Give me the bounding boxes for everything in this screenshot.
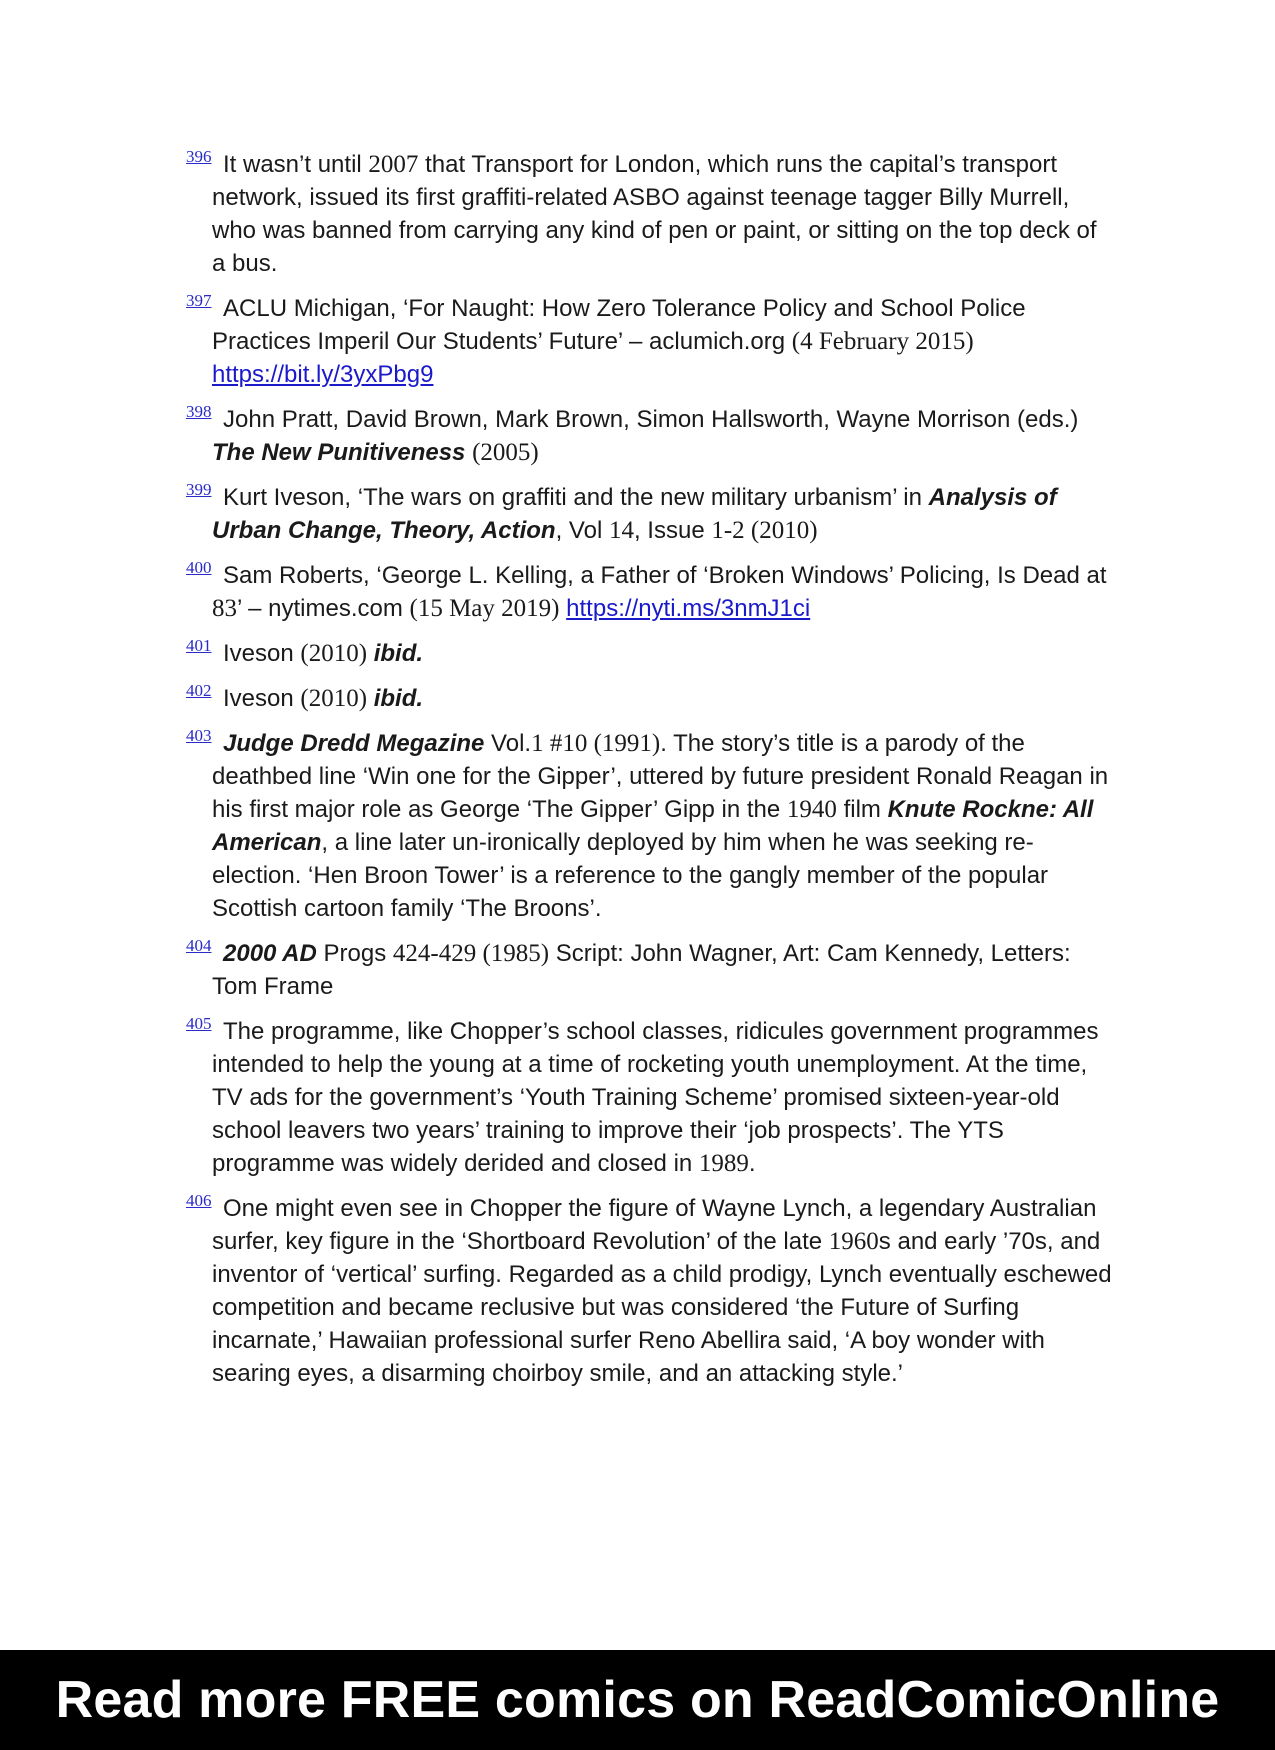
footnote-text: 1940 <box>786 796 837 823</box>
promo-banner[interactable] <box>0 1650 1275 1750</box>
footnote-text: Iveson <box>223 685 301 712</box>
footnote-ref-link[interactable]: 404 <box>186 936 212 955</box>
footnote-text: (2010) <box>300 685 368 712</box>
footnote-ref-link[interactable]: 406 <box>186 1191 212 1210</box>
footnote-text: 2007 <box>368 151 419 178</box>
footnote-title-text: Knute Rockne: All American <box>212 796 1094 856</box>
footnote-text <box>367 685 374 712</box>
footnote-ref-link[interactable]: 396 <box>186 147 212 166</box>
footnote <box>186 403 1116 469</box>
footnote-text: . <box>748 1150 756 1177</box>
footnote-text: 424-429 (1985) <box>392 940 550 967</box>
footnote-text: 83 <box>212 595 237 622</box>
footnote-ref-link[interactable]: 399 <box>186 480 212 499</box>
footnote-text: (4 February 2015) <box>791 328 974 355</box>
footnote-text: film <box>836 796 888 823</box>
footnote-ref-link[interactable]: 400 <box>186 558 212 577</box>
footnote <box>186 1015 1116 1180</box>
footnote-text: that Transport for London, which runs the capital’s transport network, issued its first graffiti-related ASBO against teenage tagger Billy Murrell, who was banned from carrying any kind of pen or paint, or sitting on the top deck of a bus. <box>212 151 1097 277</box>
footnote-title-text: 2000 AD <box>223 940 317 967</box>
footnote-text: 1 #10 (1991) <box>531 730 661 757</box>
footnote-text: (15 May 2019) <box>409 595 560 622</box>
footnote <box>186 292 1116 391</box>
footnote-ref-link[interactable]: 402 <box>186 681 212 700</box>
footnote-text: 1-2 (2010) <box>711 517 818 544</box>
footnote-title-text: ibid. <box>373 640 424 667</box>
footnote <box>186 682 1116 715</box>
footnote-text: Sam Roberts, ‘George L. Kelling, a Father of ‘Broken Windows’ Policing, Is Dead at <box>223 562 1107 589</box>
footnote-title-text: Analysis of Urban Change, Theory, Action <box>212 484 1057 544</box>
footnote-text: Vol. <box>484 730 532 757</box>
footnote-text: 1989 <box>698 1150 749 1177</box>
footnote-text: Script: John Wagner, Art: Cam Kennedy, Letters: Tom Frame <box>212 940 1071 1000</box>
footnote <box>186 727 1116 925</box>
footnote <box>186 937 1116 1003</box>
footnote-ref-link[interactable]: 397 <box>186 291 212 310</box>
footnote-text: It wasn’t until <box>223 151 369 178</box>
footnote-ref-link[interactable]: 398 <box>186 402 212 421</box>
footnote-text <box>367 640 374 667</box>
footnote-ref-link[interactable]: 401 <box>186 636 212 655</box>
footnote-text: 1960 <box>828 1228 879 1255</box>
footnote <box>186 637 1116 670</box>
footnote-text: , a line later un-ironically deployed by him when he was seeking re-election. ‘Hen Broon Tower’ is a reference to the gangly member of the popular Scottish cartoon family ‘The Broons’. <box>212 829 1049 922</box>
footnote-title-text: Judge Dredd Megazine <box>223 730 485 757</box>
footnote <box>186 1192 1116 1390</box>
promo-banner-text[interactable]: Read more FREE comics on ReadComicOnline <box>55 1671 1220 1729</box>
footnote-text: , Issue <box>633 517 712 544</box>
footnote-text: ACLU Michigan, ‘For Naught: How Zero Tolerance Policy and School Police Practices Imperil Our Students’ Future’ – aclumich.org <box>212 295 1026 355</box>
footnote-text: The programme, like Chopper’s school classes, ridicules government programmes intended to help the young at a time of rocketing youth unemployment. At the time, TV ads for the government’s ‘Youth Training Scheme’ promised sixteen-year-old school leavers two years’ training to improve their ‘job prospects’. The YTS programme was widely derided and closed in <box>212 1018 1099 1177</box>
footnote-text: Kurt Iveson, ‘The wars on graffiti and the new military urbanism’ in <box>223 484 929 511</box>
footnote-text: John Pratt, David Brown, Mark Brown, Simon Hallsworth, Wayne Morrison (eds.) <box>223 406 1079 433</box>
footnote-text: . The story’s title is a parody of the deathbed line ‘Win one for the Gipper’, uttered by future president Ronald Reagan in his first major role as George ‘The Gipper’ Gipp in the <box>212 730 1109 823</box>
footnote-text: 14 <box>608 517 634 544</box>
footnote-ref-link[interactable]: 405 <box>186 1014 212 1033</box>
footnote-url-link[interactable]: https://nyti.ms/3nmJ1ci <box>566 595 811 622</box>
footnote <box>186 148 1116 280</box>
footnote-title-text: The New Punitiveness <box>212 439 466 466</box>
footnote-text: s and early ’70s, and inventor of ‘vertical’ surfing. Regarded as a child prodigy, Lynch eventually eschewed competition and became reclusive but was considered ‘the Future of Surfing incarnate,’ Hawaiian professional surfer Reno Abellira said, ‘A boy wonder with searing eyes, a disarming choirboy smile, and an attacking style.’ <box>212 1228 1112 1387</box>
footnote-text: Progs <box>316 940 393 967</box>
footnote-text: (2010) <box>300 640 368 667</box>
footnote-title-text: ibid. <box>373 685 424 712</box>
footnote-text: ’ – nytimes.com <box>237 595 410 622</box>
footnote-text: , Vol <box>555 517 609 544</box>
footnotes-list <box>186 148 1116 1402</box>
footnote <box>186 559 1116 625</box>
footnote-text: Iveson <box>223 640 301 667</box>
footnote-url-link[interactable]: https://bit.ly/3yxPbg9 <box>212 361 434 388</box>
footnote-text: (2005) <box>472 439 539 466</box>
footnote <box>186 481 1116 547</box>
footnote-ref-link[interactable]: 403 <box>186 726 212 745</box>
footnote-text: One might even see in Chopper the figure of Wayne Lynch, a legendary Australian surfer, key figure in the ‘Shortboard Revolution’ of the late <box>212 1195 1097 1255</box>
